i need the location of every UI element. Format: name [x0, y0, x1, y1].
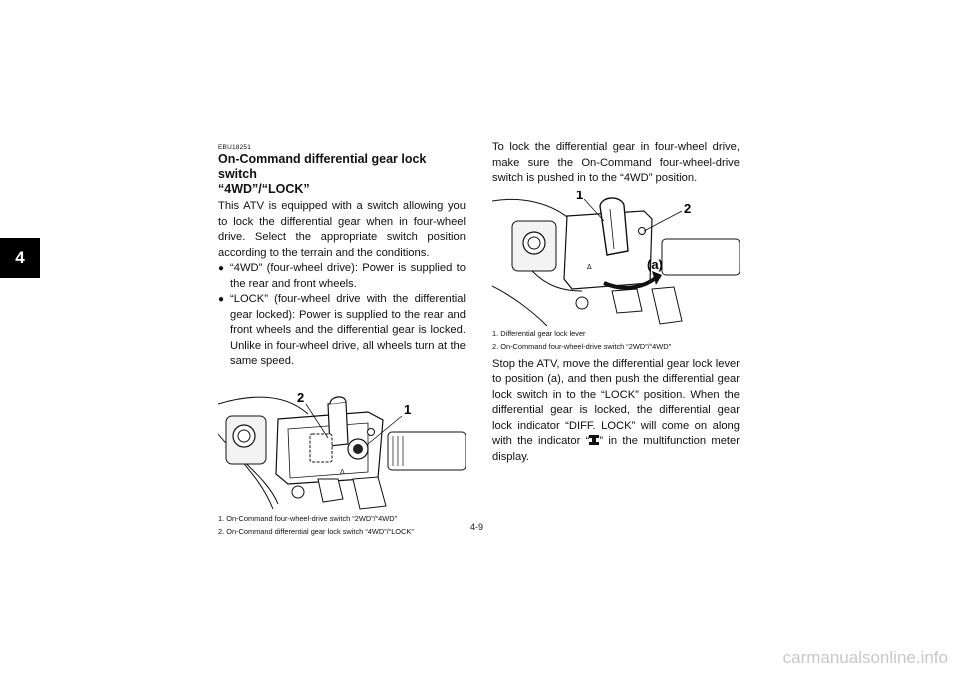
page-number: 4-9	[470, 522, 484, 532]
figure-label-2: 2	[297, 389, 305, 405]
svg-text:Δ: Δ	[340, 468, 345, 476]
bullet-item	[218, 292, 466, 370]
section-heading	[218, 152, 466, 197]
caption-item: 1. Differential gear lock lever	[492, 328, 586, 338]
body-text-before-icon: Stop the ATV, move the differential gear lock lever to position (a), and then push the differential gear lock switch in to the “LOCK” position. When the differential gear is locked, the differential gear lock indicator “DIFF. LOCK” will come on along with the indicator “	[492, 357, 740, 447]
figure-label-2: 2	[684, 200, 692, 216]
section-tab: 4	[0, 238, 40, 278]
heading-line-2: “4WD”/“LOCK”	[218, 182, 310, 196]
bullet-item	[218, 261, 466, 292]
bullet-text: “4WD” (four-wheel drive): Power is supplied to the rear and front wheels.	[230, 262, 466, 290]
svg-text:Δ: Δ	[587, 263, 592, 271]
caption-list-left	[218, 512, 466, 538]
caption-item: 2. On-Command differential gear lock switch “4WD”/“LOCK”	[218, 526, 414, 536]
watermark: carmanualsonline.info	[782, 648, 948, 667]
diff-lock-indicator-icon	[589, 434, 599, 446]
caption-item: 2. On-Command four-wheel-drive switch “2WD”/“4WD”	[492, 341, 672, 351]
bullet-dot-icon: ●	[218, 263, 225, 274]
section-code: EBU18251	[218, 144, 252, 151]
left-column	[218, 140, 466, 538]
switch-figure-left	[218, 374, 466, 512]
right-intro-paragraph: To lock the differential gear in four-wheel drive, make sure the On-Command four-wheel-drive switch is pushed in to the “4WD” position.	[492, 141, 740, 184]
figure-label-1: 1	[576, 190, 584, 202]
lever-figure-right	[492, 191, 740, 327]
heading-line-1: On-Command differential gear lock switch	[218, 152, 427, 181]
bullet-list	[218, 261, 466, 370]
body-text-after-icon: ” in the multifunction meter display.	[492, 435, 740, 463]
bullet-text: “LOCK” (four-wheel drive with the differential gear locked): Power is supplied to the rear and front wheels and the differential gear is locked. Unlike in four-wheel drive, all wheels turn at the same speed.	[230, 293, 466, 367]
bullet-dot-icon: ●	[218, 294, 225, 305]
right-column	[492, 140, 740, 465]
right-body-paragraph	[492, 357, 740, 466]
figure-label-1: 1	[404, 401, 412, 417]
intro-paragraph: This ATV is equipped with a switch allowing you to lock the differential gear when in four-wheel drive. Select the appropriate switch position according to the terrain and the conditions.	[218, 200, 466, 259]
caption-item: 1. On-Command four-wheel-drive switch “2WD”/“4WD”	[218, 513, 398, 523]
caption-list-right	[492, 327, 740, 353]
figure-label-a: (a)	[647, 256, 663, 272]
